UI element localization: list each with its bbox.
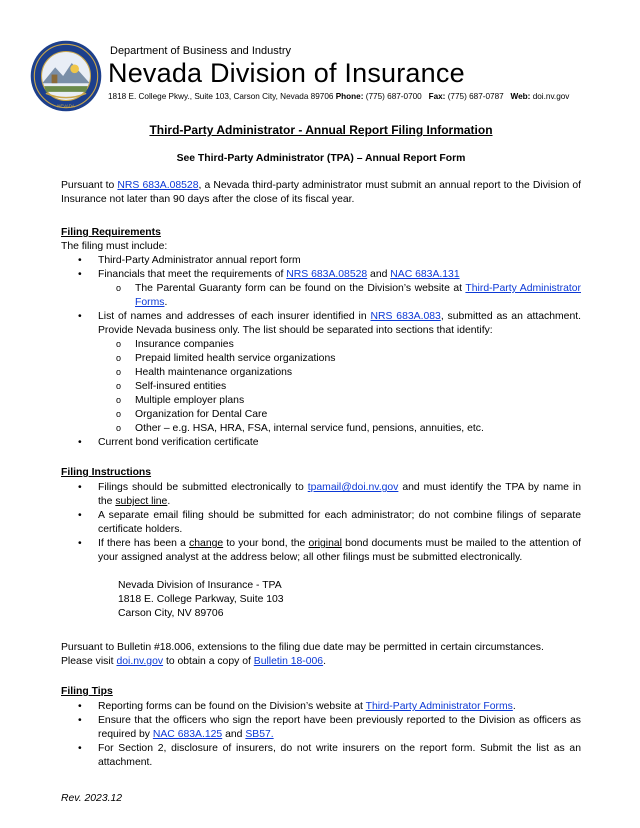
sections-sublist — [98, 338, 581, 436]
list-item: • Third-Party Administrator annual report form — [98, 254, 581, 268]
phone: (775) 687-0700 — [365, 92, 422, 101]
tpa-forms-link[interactable]: Third-Party Administrator Forms — [135, 283, 581, 308]
intro-text: Pursuant to — [61, 180, 118, 191]
document-subtitle: See Third-Party Administrator (TPA) – Annual Report Form — [176, 153, 466, 164]
sublist-item: o Other – e.g. HSA, HRA, FSA, internal service fund, pensions, annuities, etc. — [135, 422, 581, 436]
document-title: Third-Party Administrator - Annual Report Filing Information — [149, 123, 493, 137]
bulletin-18-006-link[interactable]: Bulletin 18-006 — [253, 656, 324, 667]
item-text: and — [367, 269, 391, 280]
sb57-link[interactable]: SB57. — [245, 729, 274, 740]
division-name: Nevada Division of Insurance — [108, 58, 465, 88]
sublist-item: o Prepaid limited health service organizations — [135, 352, 581, 366]
instructions-list — [61, 481, 581, 565]
item-text: . — [164, 297, 168, 308]
mailing-line: 1818 E. College Parkway, Suite 103 — [118, 594, 284, 605]
item-text: . — [512, 701, 516, 712]
item-text: and — [222, 729, 246, 740]
item-text: subject line — [115, 496, 168, 507]
item-text: to your bond, the — [223, 538, 309, 549]
item-text: Pursuant to Bulletin #18.006, extensions to the filing due date may be permitted in certain circumstances. — [61, 642, 544, 653]
revision-label: Rev. 2023.12 — [61, 793, 123, 804]
list-item — [98, 714, 581, 742]
item-text: Ensure that the officers who sign the report have been previously reported to the Division as officers as required by — [98, 715, 581, 740]
list-item — [98, 537, 581, 565]
item-text: Filings should be submitted electronically to — [98, 482, 308, 493]
fax: (775) 687-0787 — [447, 92, 504, 101]
intro-text: , a Nevada third-party administrator must submit an annual report to the Division of Insurance not later than 90 days after the close of its fiscal year. — [61, 180, 582, 205]
intro-paragraph — [61, 179, 581, 207]
sublist-item: o Health maintenance organizations — [135, 366, 581, 380]
address: 1818 E. College Pkwy., Suite 103, Carson City, Nevada 89706 — [108, 92, 334, 101]
item-text: . — [323, 656, 326, 667]
sublist-item: o Multiple employer plans — [135, 394, 581, 408]
mailing-line: Carson City, NV 89706 — [118, 608, 224, 619]
item-text: , submitted as an attachment. Provide Nevada business only. The list should be separated into sections that identify: — [98, 311, 581, 336]
item-text: to obtain a copy of — [163, 656, 254, 667]
list-item — [98, 481, 581, 509]
tips-list — [61, 700, 581, 770]
sublist-item: o Self-insured entities — [135, 380, 581, 394]
svg-text:NEVADA: NEVADA — [57, 103, 75, 109]
extension-paragraph — [61, 641, 581, 669]
sublist — [98, 282, 581, 310]
nrs-683a08528-link[interactable]: NRS 683A.08528 — [286, 269, 368, 280]
web-label: Web: — [510, 92, 531, 101]
web: doi.nv.gov — [532, 92, 570, 101]
fax-label: Fax: — [428, 92, 446, 101]
item-text: and must identify the TPA by name in the — [98, 482, 581, 507]
item-text: The Parental Guaranty form can be found on the Division’s website at — [135, 283, 466, 294]
document-body — [61, 122, 581, 770]
list-item — [98, 700, 581, 714]
doi-website-link[interactable]: doi.nv.gov — [116, 656, 164, 667]
instructions-heading: Filing Instructions — [61, 467, 152, 478]
nac-683a125-link[interactable]: NAC 683A.125 — [152, 729, 223, 740]
contact-line — [108, 92, 569, 101]
item-text: bond documents must be mailed to the attention of your assigned analyst at the address below; all other filings must be submitted electronically. — [98, 538, 581, 563]
tips-heading: Filing Tips — [61, 686, 113, 697]
nrs-683a08528-link[interactable]: NRS 683A.08528 — [117, 180, 199, 191]
list-item: • Current bond verification certificate — [98, 436, 581, 450]
item-text: . — [167, 496, 171, 507]
mailing-line: Nevada Division of Insurance - TPA — [118, 580, 282, 591]
list-item: • A separate email filing should be submitted for each administrator; do not combine filings of separate certificate holders. — [98, 509, 581, 537]
nrs-683a083-link[interactable]: NRS 683A.083 — [370, 311, 441, 322]
sublist-item: o Organization for Dental Care — [135, 408, 581, 422]
item-text: If there has been a — [98, 538, 190, 549]
item-text: List of names and addresses of each insurer identified in — [98, 311, 371, 322]
item-text: Reporting forms can be found on the Division’s website at — [98, 701, 366, 712]
sublist-item: o Insurance companies — [135, 338, 581, 352]
list-item — [98, 310, 581, 436]
list-item — [98, 268, 581, 310]
nevada-state-seal-logo — [30, 40, 102, 112]
item-text: Financials that meet the requirements of — [98, 269, 287, 280]
item-text: original — [308, 538, 342, 549]
list-item: • For Section 2, disclosure of insurers, do not write insurers on the report form. Submit the list as an attachment. — [98, 742, 581, 770]
nac-683a131-link[interactable]: NAC 683A.131 — [390, 269, 460, 280]
item-text: change — [189, 538, 224, 549]
requirements-list — [61, 254, 581, 450]
item-text: Please visit — [61, 656, 117, 667]
requirements-lead: The filing must include: — [61, 241, 168, 252]
tpamail-email-link[interactable]: tpamail@doi.nv.gov — [307, 482, 399, 493]
mailing-address — [118, 579, 581, 621]
requirements-heading: Filing Requirements — [61, 227, 161, 238]
department-name: Department of Business and Industry — [110, 45, 291, 57]
sublist-item — [135, 282, 581, 310]
phone-label: Phone: — [335, 92, 364, 101]
tpa-forms-link[interactable]: Third-Party Administrator Forms — [365, 701, 513, 712]
